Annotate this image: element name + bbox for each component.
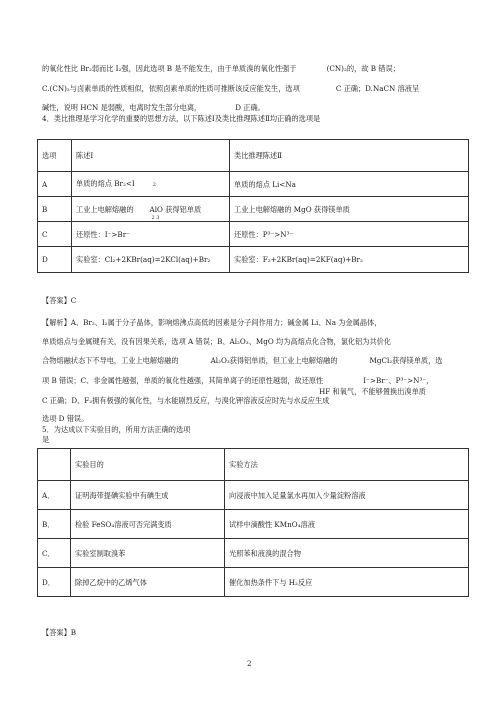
table-cell: 工业上电解熔融的 MgO 获得镁单质 [230,197,469,222]
table-header-cell: 选项 [38,140,72,172]
option-label: B [38,197,72,222]
chem-formula [149,204,163,221]
table-header-cell: 实验方法 [225,449,469,481]
table-cell: 实验室制取溴苯 [71,539,225,568]
text-segment: 的氧化性比 Br₂弱而比 I₂强，因此选项 B 是不能发生，由于单质溴的氧化性强于 [42,64,297,73]
question-stem: 4．类比推理是学习化学的重要的思想方法，以下陈述Ⅰ及类比推理陈述Ⅱ均正确的选项是 [42,114,321,123]
answer-label: 【答案】C [42,296,77,305]
table-row [38,172,469,197]
table-cell: 向浸液中加入足量氯水再加入少量淀粉溶液 [225,481,469,510]
analysis-line: 选项 D 错误。 [42,414,89,423]
table-row [38,510,469,539]
chem-text: AlO [149,204,163,214]
text-segment: (CN)₂的，故 B 错误； [326,64,400,73]
table-cell: 还原性：I⁻>Br⁻ [72,222,230,247]
option-label: D． [38,568,71,597]
text-line [42,103,265,112]
table-cell: 证明海带提碘实验中有碘生成 [71,481,225,510]
analysis-line: HF 和氧气，不能够置换出溴单质 [319,387,426,396]
text-segment: I⁻>Br⁻、P³⁻>N³⁻， [363,376,434,385]
table-cell: 实验室：Cl₂+2KBr(aq)=2KCl(aq)+Br₂ [72,247,230,273]
cell-text: 工业上电解熔融的 [76,204,134,214]
text-line [42,84,419,93]
analysis-line [42,376,433,385]
analysis-line [42,356,443,365]
table-row [38,539,469,568]
option-label: A． [38,481,71,510]
analysis-line: C 正确；D、F₂拥有极强的氧化性，与水能剧烈反应，与溴化钾溶液反应时先与水反应生成 [42,396,330,405]
table-header-cell [38,449,71,481]
text-segment: C 正确；D.NaCN 溶液呈 [335,84,420,93]
text-segment: 碱性，说明 HCN 是弱酸，电离时发生部分电离， [42,103,202,112]
subscript: 2 [152,182,156,189]
page-number: 2 [247,659,252,668]
option-label: D [38,247,72,273]
answer-label: 【答案】B [42,628,77,637]
question-stem: 是 [42,435,50,444]
option-label: C [38,222,72,247]
table-cell: 单质的熔点 Li<Na [230,172,469,197]
text-line [42,64,400,73]
question-stem: 5．为达成以下实验目的，所用方法正确的选项 [42,425,191,434]
table-cell: 试样中滴酸性 KMnO₄溶液 [225,510,469,539]
table-cell [72,172,230,197]
cell-text: 单质的熔点 Br₂<I [76,179,135,189]
question-4-table [37,139,469,273]
text-segment: D 正确。 [235,103,265,112]
option-label: A [38,172,72,197]
table-cell: 检验 FeSO₄溶液可否完满变质 [71,510,225,539]
table-header-cell: 陈述Ⅰ [72,140,230,172]
option-label: C． [38,539,71,568]
text-segment: 项 B 错误；C、非金属性越强，单质的氧化性越强，其简单离子的还原性越弱，故还原性 [42,376,324,385]
table-row [38,481,469,510]
table-cell: 光照苯和液溴的混合物 [225,539,469,568]
table-header-cell: 类比推理陈述Ⅱ [230,140,469,172]
table-header-row [38,449,469,481]
question-5-table [37,448,469,597]
option-label: B． [38,510,71,539]
table-row [38,197,469,222]
text-segment: 合物熔融状态下不导电，工业上电解熔融的 [42,356,179,365]
table-row [38,247,469,273]
table-cell: 还原性：P³⁻>N³⁻ [230,222,469,247]
analysis-line: 单质熔点与金属键有关，没有因果关系，选项 A 错误；B、Al₂O₃、MgO 均为高熔点化合物，氯化铝为共价化 [42,337,392,346]
text-segment: C.(CN)₂与卤素单质的性质相似，依照卤素单质的性质可推断该反应能发生，选项 [42,84,300,93]
table-cell [72,197,230,222]
table-cell: 催化加热条件下与 H₂反应 [225,568,469,597]
text-segment: MgCl₂获得镁单质，选 [369,356,443,365]
cell-text: 获得铝单质 [165,204,202,214]
table-cell: 实验室：F₂+2KBr(aq)=2KF(aq)+Br₂ [230,247,469,273]
text-segment: Al₂O₃获得铝单质，但工业上电解熔融的 [210,356,338,365]
table-header-cell: 实验目的 [71,449,225,481]
table-header-row [38,140,469,172]
subscript: 2 3 [151,214,160,221]
table-cell: 除掉乙烷中的乙烯气体 [71,568,225,597]
analysis-line: 【解析】A、Br₂、I₂属于分子晶体，影响熔沸点高低的因素是分子间作用力；碱金属 Li、Na 为金属晶体， [42,318,382,327]
table-row [38,222,469,247]
table-row [38,568,469,597]
